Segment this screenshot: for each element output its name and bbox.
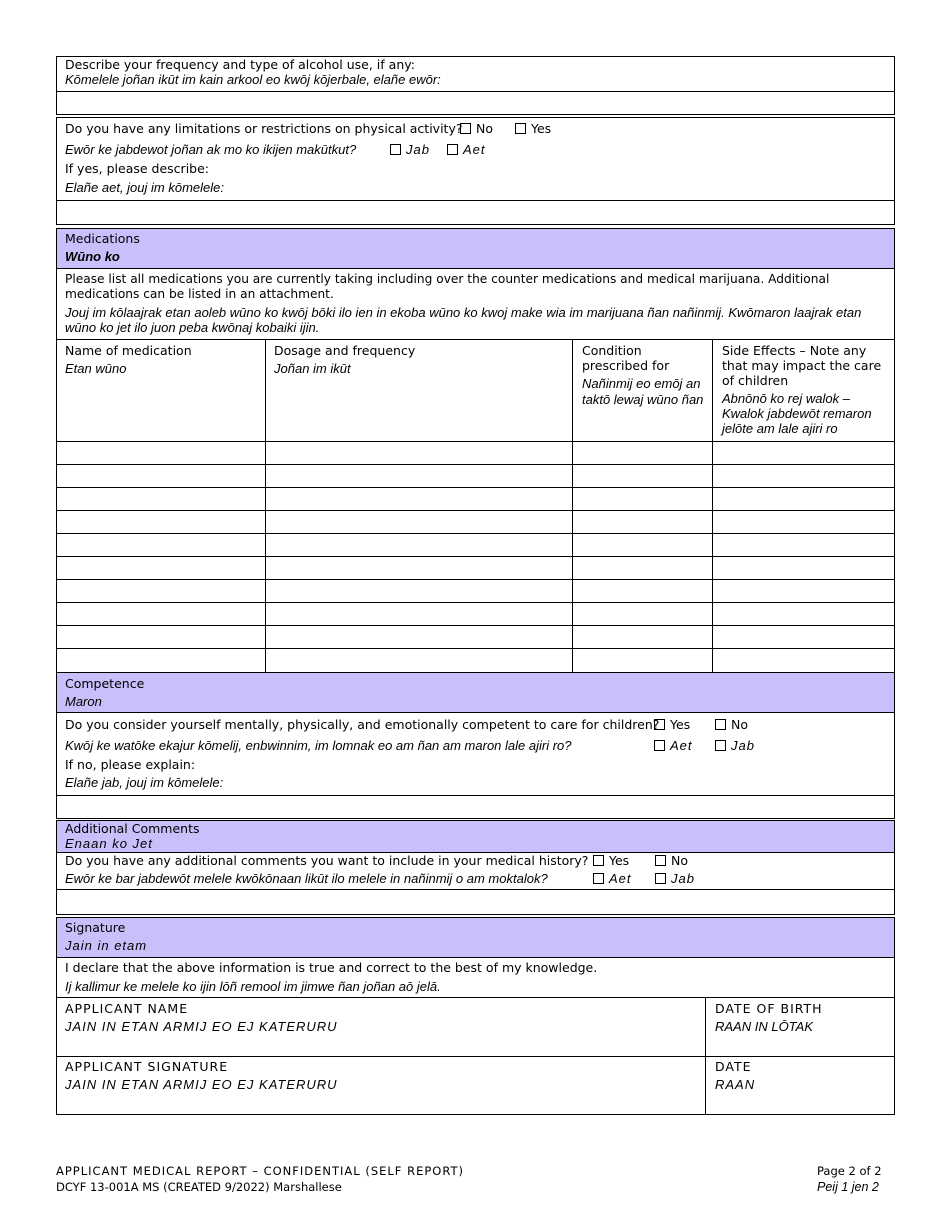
side-effects-cell[interactable]	[713, 649, 894, 671]
comments-no-mh-checkbox[interactable]	[655, 871, 695, 886]
comments-title-mh: Enaan ko Jet	[65, 836, 153, 851]
option-label: Jab	[731, 738, 755, 753]
col-condition-en: Condition prescribed for	[582, 343, 670, 373]
side-effects-cell[interactable]	[713, 465, 894, 487]
col-name-en: Name of medication	[65, 343, 192, 358]
medications-title-en: Medications	[65, 231, 140, 246]
side-effects-cell[interactable]	[713, 603, 894, 625]
checkbox-icon	[655, 873, 666, 884]
dosage-cell[interactable]	[266, 626, 572, 648]
checkbox-icon	[447, 144, 458, 155]
alcohol-answer-field[interactable]	[57, 92, 894, 114]
dob-label-en: DATE OF BIRTH	[715, 1001, 823, 1016]
date-label-mh: RAAN	[715, 1077, 756, 1092]
medication-name-cell[interactable]	[57, 511, 265, 533]
competence-title-mh: Maron	[65, 694, 102, 709]
competence-yes-mh-checkbox[interactable]	[654, 738, 693, 753]
checkbox-icon	[654, 740, 665, 751]
physical-question-mh: Ewōr ke jabdewot joñan ak mo ko ikijen makūtkut?	[65, 142, 357, 157]
col-dosage-mh: Joñan im ikūt	[274, 361, 351, 376]
dosage-cell[interactable]	[266, 580, 572, 602]
dosage-cell[interactable]	[266, 465, 572, 487]
option-label: No	[671, 853, 688, 868]
condition-cell[interactable]	[573, 511, 712, 533]
checkbox-icon	[515, 123, 526, 134]
comments-yes-en-checkbox[interactable]	[593, 853, 629, 868]
condition-cell[interactable]	[573, 580, 712, 602]
competence-header	[56, 672, 895, 713]
applicant-name-label-mh: JAIN IN ETAN ARMIJ EO EJ KATERURU	[65, 1019, 338, 1034]
dosage-cell[interactable]	[266, 603, 572, 625]
dosage-cell[interactable]	[266, 557, 572, 579]
footer-page-mh: Peij 1 jen 2	[817, 1180, 879, 1194]
medications-header	[56, 228, 895, 269]
option-label: Aet	[670, 738, 693, 753]
physical-answer-field[interactable]	[57, 201, 894, 224]
option-label: Aet	[609, 871, 632, 886]
footer-page-en: Page 2 of 2	[817, 1164, 882, 1178]
option-label: Yes	[670, 717, 691, 732]
condition-cell[interactable]	[573, 649, 712, 671]
comments-answer-field[interactable]	[57, 890, 894, 914]
checkbox-icon	[390, 144, 401, 155]
medication-name-cell[interactable]	[57, 465, 265, 487]
option-label: Yes	[609, 853, 630, 868]
col-dosage-en: Dosage and frequency	[274, 343, 416, 358]
medication-name-cell[interactable]	[57, 557, 265, 579]
physical-describe-mh: Elañe aet, jouj im kōmelele:	[65, 180, 224, 195]
dosage-cell[interactable]	[266, 649, 572, 671]
condition-cell[interactable]	[573, 534, 712, 556]
medication-name-cell[interactable]	[57, 626, 265, 648]
condition-cell[interactable]	[573, 442, 712, 464]
competence-yes-en-checkbox[interactable]	[654, 717, 690, 732]
medications-instructions-mh: Jouj im kōlaajrak etan aoleb wūno ko kwōj bōki ilo ien in ekoba wūno ko kwoj make wia im marijuana ñan nañinmij. Kwōmaron laajrak etan wūno ko jet ilo juon peba kwōnaj kobaiki ijin.	[65, 305, 862, 335]
alcohol-question-en: Describe your frequency and type of alcohol use, if any:	[65, 57, 415, 72]
footer-form-id: DCYF 13-001A MS (CREATED 9/2022) Marshallese	[56, 1180, 342, 1194]
checkbox-icon	[654, 719, 665, 730]
medications-instructions-en: Please list all medications you are currently taking including over the counter medications and medical marijuana. Additional medications can be listed in an attachment.	[65, 272, 830, 301]
condition-cell[interactable]	[573, 557, 712, 579]
medication-name-cell[interactable]	[57, 580, 265, 602]
signature-title-mh: Jain in etam	[65, 938, 148, 953]
applicant-signature-label-mh: JAIN IN ETAN ARMIJ EO EJ KATERURU	[65, 1077, 338, 1092]
dosage-cell[interactable]	[266, 488, 572, 510]
col-condition-mh: Nañinmij eo emōj an taktō lewaj wūno ñan	[582, 376, 704, 407]
option-label: Yes	[531, 121, 552, 136]
col-side-effects-mh: Abnōnō ko rej walok – Kwalok jabdewōt remaron jelōte am lale ajiri ro	[722, 391, 872, 436]
competence-answer-field[interactable]	[57, 796, 894, 818]
physical-no-en-checkbox[interactable]	[460, 121, 493, 136]
divider	[56, 339, 895, 340]
competence-question-en: Do you consider yourself mentally, physically, and emotionally competent to care for children?	[65, 717, 660, 732]
side-effects-cell[interactable]	[713, 534, 894, 556]
applicant-name-label-en: APPLICANT NAME	[65, 1001, 189, 1016]
condition-cell[interactable]	[573, 603, 712, 625]
dob-label-mh: RAAN IN LŌTAK	[715, 1019, 814, 1034]
footer-form-title: APPLICANT MEDICAL REPORT – CONFIDENTIAL (SELF REPORT)	[56, 1164, 464, 1178]
col-name-mh: Etan wūno	[65, 361, 127, 376]
option-label: No	[731, 717, 748, 732]
comments-no-en-checkbox[interactable]	[655, 853, 688, 868]
comments-yes-mh-checkbox[interactable]	[593, 871, 632, 886]
side-effects-cell[interactable]	[713, 442, 894, 464]
applicant-signature-field[interactable]	[57, 1057, 704, 1114]
checkbox-icon	[593, 873, 604, 884]
signature-title-en: Signature	[65, 920, 126, 935]
option-label: Jab	[406, 142, 430, 157]
dosage-cell[interactable]	[266, 442, 572, 464]
physical-yes-en-checkbox[interactable]	[515, 121, 551, 136]
option-label: Jab	[671, 871, 695, 886]
applicant-signature-label-en: APPLICANT SIGNATURE	[65, 1059, 229, 1074]
signature-header	[56, 917, 895, 958]
date-of-birth-field[interactable]	[706, 998, 894, 1055]
medication-name-cell[interactable]	[57, 534, 265, 556]
col-side-effects-en: Side Effects – Note any that may impact the care of children	[722, 343, 882, 388]
medication-name-cell[interactable]	[57, 488, 265, 510]
physical-no-mh-checkbox[interactable]	[390, 142, 430, 157]
side-effects-cell[interactable]	[713, 626, 894, 648]
checkbox-icon	[593, 855, 604, 866]
comments-question-en: Do you have any additional comments you want to include in your medical history?	[65, 853, 589, 868]
option-label: No	[476, 121, 493, 136]
medication-name-cell[interactable]	[57, 442, 265, 464]
condition-cell[interactable]	[573, 465, 712, 487]
physical-describe-en: If yes, please describe:	[65, 161, 210, 176]
checkbox-icon	[715, 719, 726, 730]
competence-title-en: Competence	[65, 676, 145, 691]
checkbox-icon	[715, 740, 726, 751]
option-label: Aet	[463, 142, 486, 157]
condition-cell[interactable]	[573, 626, 712, 648]
medication-name-cell[interactable]	[57, 649, 265, 671]
alcohol-question-mh: Kōmelele joñan ikūt im kain arkool eo kwōj kōjerbale, elañe ewōr:	[65, 72, 441, 87]
checkbox-icon	[655, 855, 666, 866]
checkbox-icon	[460, 123, 471, 134]
comments-title-en: Additional Comments	[65, 821, 200, 836]
date-label-en: DATE	[715, 1059, 752, 1074]
side-effects-cell[interactable]	[713, 488, 894, 510]
competence-explain-en: If no, please explain:	[65, 757, 196, 772]
physical-question-en: Do you have any limitations or restrictions on physical activity?	[65, 121, 463, 136]
physical-yes-mh-checkbox[interactable]	[447, 142, 486, 157]
date-field[interactable]	[706, 1057, 894, 1114]
applicant-name-field[interactable]	[57, 998, 704, 1055]
comments-question-mh: Ewōr ke bar jabdewōt melele kwōkōnaan likūt ilo melele in nañinmij o am moktalok?	[65, 871, 548, 886]
competence-no-mh-checkbox[interactable]	[715, 738, 755, 753]
side-effects-cell[interactable]	[713, 557, 894, 579]
competence-question-mh: Kwōj ke watōke ekajur kōmelij, enbwinnim, im lomnak eo am ñan am maron lale ajiri ro?	[65, 738, 572, 753]
declaration-mh: Ij kallimur ke melele ko ijin lōñ remool im jimwe ñan joñan aō jelā.	[65, 979, 441, 994]
competence-explain-mh: Elañe jab, jouj im kōmelele:	[65, 775, 224, 790]
declaration-en: I declare that the above information is true and correct to the best of my knowledge.	[65, 960, 598, 975]
competence-no-en-checkbox[interactable]	[715, 717, 748, 732]
condition-cell[interactable]	[573, 488, 712, 510]
dosage-cell[interactable]	[266, 511, 572, 533]
medication-name-cell[interactable]	[57, 603, 265, 625]
medications-title-mh: Wūno ko	[65, 249, 120, 264]
side-effects-cell[interactable]	[713, 580, 894, 602]
side-effects-cell[interactable]	[713, 511, 894, 533]
dosage-cell[interactable]	[266, 534, 572, 556]
